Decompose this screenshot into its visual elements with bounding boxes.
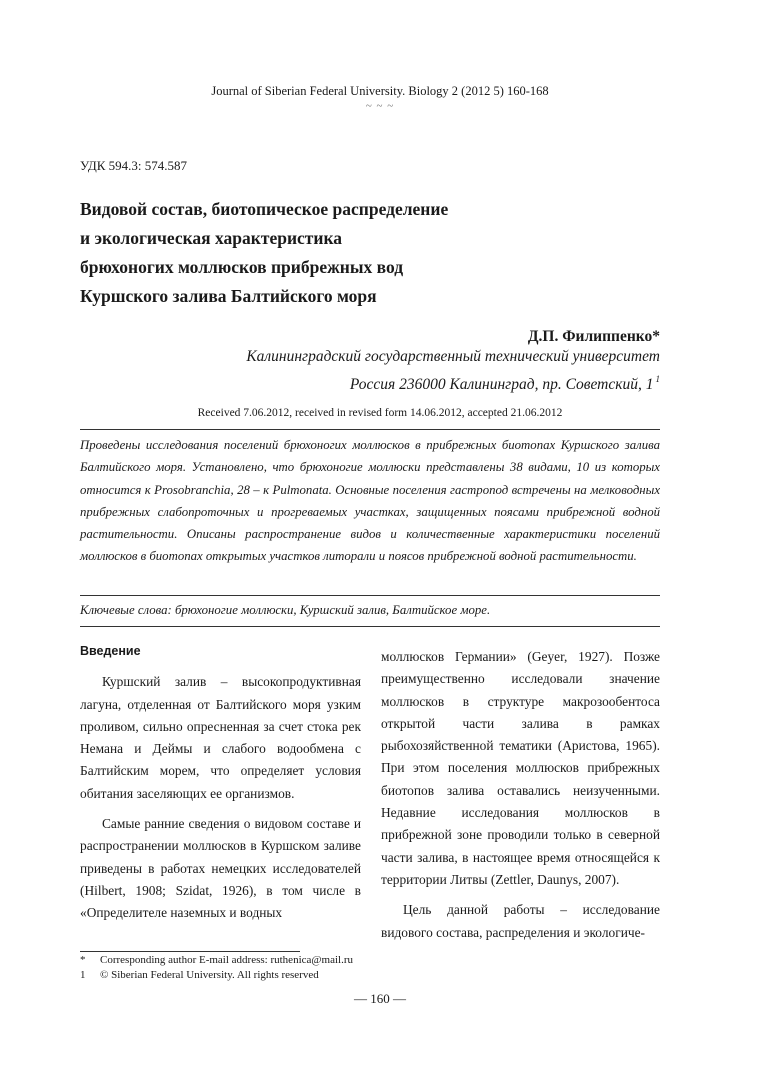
paragraph-left-2: Самые ранние сведения о видовом составе и распространении моллюсков в Куршском заливе приведены в работах немецких исследователей (Hilbert, 1908; Szidat, 1926), в том числе в «Определителе наземных и водных xyxy=(80,816,361,921)
article-title xyxy=(80,195,448,311)
footnote-1 xyxy=(80,954,353,966)
abstract: Проведены исследования поселений брюхоногих моллюсков в прибрежных биотопах Куршского залива Балтийского моря. Установлено, что брюхоногие моллюски представлены 38 видами, 10 из которых относится к Prosobranchia, 28 – к Pulmonata. Основные поселения гастропод встречены на мелководных прибрежных слабопроточных и прогреваемых участках, защищенных поясами прибрежной водной растительности. Описаны распространение видов и количественные характеристики поселений моллюсков в биотопах открытых участков литорали и поясов прибрежной водной растительности. xyxy=(80,438,660,564)
paragraph-right-2: Цель данной работы – исследование видового состава, распределения и экологиче- xyxy=(381,902,660,940)
affiliation-line-2 xyxy=(246,368,660,396)
footnote-2-text: © Siberian Federal University. All rights reserved xyxy=(100,969,319,981)
footnote-1-mark: * xyxy=(80,954,86,966)
title-line-3: брюхоногих моллюсков прибрежных вод xyxy=(80,257,404,277)
keywords: Ключевые слова: брюхоногие моллюски, Куршский залив, Балтийское море. xyxy=(80,603,491,617)
received-dates: Received 7.06.2012, received in revised form 14.06.2012, accepted 21.06.2012 xyxy=(197,407,563,419)
header-ornament: ~ ~ ~ xyxy=(365,100,395,112)
page-number: — 160 — xyxy=(354,991,406,1006)
udk-code: УДК 594.3: 574.587 xyxy=(80,158,188,173)
section-heading: Введение xyxy=(80,644,141,658)
abstract-bottom-rule xyxy=(80,595,660,596)
paragraph-right-1: моллюсков Германии» (Geyer, 1927). Позже преимущественно исследовали значение моллюсков в структуре макрозообентоса открытой части залива в рамках рыбохозяйственной тематики (Аристова, 1965). При этом поселения моллюсков прибрежных биотопов залива оставались неизученными. Недавние исследования моллюсков в прибрежной зоне проводили только в северной части залива, в настоящее время относящейся к территории Литвы (Zettler, Daunys, 2007). xyxy=(381,649,660,887)
affiliation-line-1: Калининградский государственный технический университет xyxy=(246,348,660,365)
title-line-1: Видовой состав, биотопическое распределение xyxy=(80,199,449,219)
title-line-2: и экологическая характеристика xyxy=(80,228,343,248)
affiliation-note-mark: 1 xyxy=(655,374,660,384)
footnote-1-text: Corresponding author E-mail address: ruthenica@mail.ru xyxy=(100,954,353,966)
journal-header: Journal of Siberian Federal University. Biology 2 (2012 5) 160-168 xyxy=(211,84,549,98)
affiliation xyxy=(246,346,660,396)
footnote-2 xyxy=(80,969,319,981)
abstract-top-rule xyxy=(80,429,660,430)
keywords-rule xyxy=(80,626,660,627)
affiliation-address: Россия 236000 Калининград, пр. Советский, 1 xyxy=(349,376,654,393)
left-column xyxy=(80,640,361,925)
author-name: Д.П. Филиппенко* xyxy=(527,328,660,345)
title-line-4: Куршского залива Балтийского моря xyxy=(80,286,377,306)
paragraph-left-1: Куршский залив – высокопродуктивная лагуна, отделенная от Балтийского моря узким проливом, сильно опресненная за счет стока рек Немана и Деймы и слабого водообмена с Балтийским морем, что определяет условия обитания заселяющих ее организмов. xyxy=(80,674,361,801)
right-column xyxy=(381,646,660,944)
footnote-rule xyxy=(80,951,300,952)
footnote-2-mark: 1 xyxy=(80,969,86,981)
